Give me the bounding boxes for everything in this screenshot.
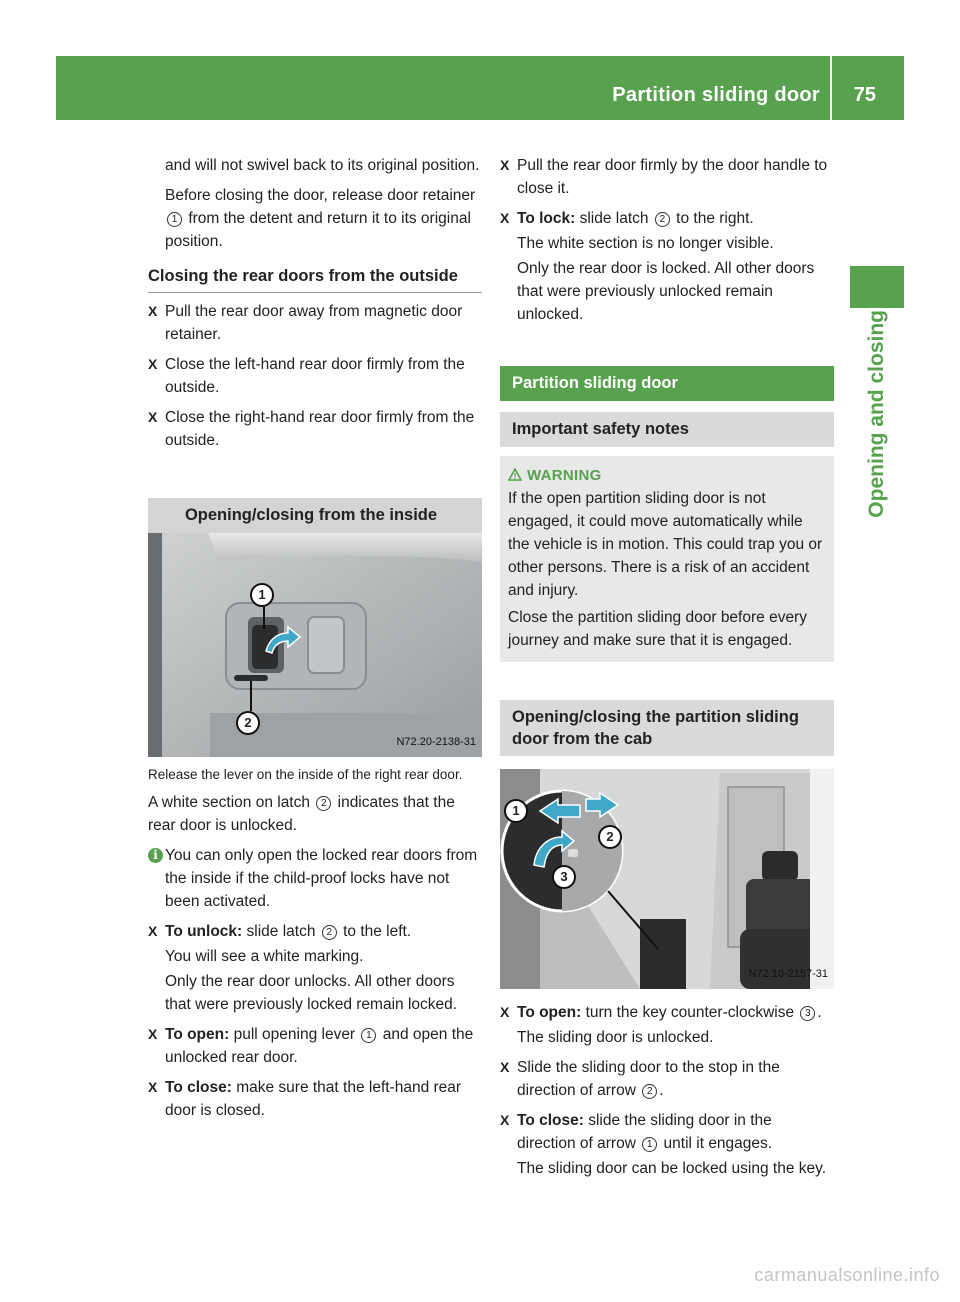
step-marker: X xyxy=(500,157,510,173)
warning-triangle-icon xyxy=(508,468,522,481)
step-text: Pull the rear door firmly by the door handle to close it. xyxy=(517,157,828,197)
callout-ref: 2 xyxy=(642,1084,657,1099)
step-label: To unlock: xyxy=(165,923,243,940)
cab-open-step xyxy=(500,1001,834,1024)
step-text: Close the left-hand rear door firmly from the outside. xyxy=(165,356,465,396)
figure-door-lever xyxy=(148,533,482,757)
cab-title: Opening/closing the partition sliding door from the cab xyxy=(500,700,834,756)
cab-close-sub: The sliding door can be locked using the key. xyxy=(517,1160,827,1177)
step-label: To open: xyxy=(165,1026,230,1043)
step-text: make sure that the left-hand rear door is closed. xyxy=(165,1079,462,1119)
step-text: Close the right-hand rear door firmly from the outside. xyxy=(165,409,475,449)
figure-code: N72.10-2157-31 xyxy=(748,968,828,980)
step-text: Slide the sliding door to the stop in the direction of arrow xyxy=(517,1059,780,1099)
page-number: 75 xyxy=(853,84,876,106)
info-icon: i xyxy=(148,848,163,863)
step-label: To close: xyxy=(165,1079,232,1096)
step-text: turn the key counter-clockwise xyxy=(585,1004,795,1021)
step-marker: X xyxy=(148,1026,158,1042)
step-marker: X xyxy=(148,303,158,319)
latch-text-a: A white section on latch xyxy=(148,794,310,811)
latch-text xyxy=(148,791,482,837)
step-label: To close: xyxy=(517,1112,584,1129)
warning-label: WARNING xyxy=(527,467,602,484)
figure-cab-door xyxy=(500,769,834,989)
outside-step-2 xyxy=(148,353,482,399)
warning-box xyxy=(500,456,834,662)
unlock-step xyxy=(148,920,482,943)
unlock-sub-2: Only the rear door unlocks. All other doors that were previously locked remain locked. xyxy=(165,973,458,1013)
cab-slide-step xyxy=(500,1056,834,1102)
figure-code: N72.20-2138-31 xyxy=(396,736,476,748)
intro-2-a: Before closing the door, release door retainer xyxy=(165,187,476,204)
chapter-label-text: Opening and closing xyxy=(865,310,888,518)
step-text-end: until it engages. xyxy=(663,1135,773,1152)
right-column xyxy=(500,154,834,1180)
cab-open-sub: The sliding door is unlocked. xyxy=(517,1029,714,1046)
lock-step xyxy=(500,207,834,230)
step-marker: X xyxy=(148,356,158,372)
step-text-end: and open the unlocked rear door. xyxy=(165,1026,474,1066)
info-text: You can only open the locked rear doors from the inside if the child-proof locks have not been activated. xyxy=(165,847,478,910)
lock-sub-1: The white section is no longer visible. xyxy=(517,235,774,252)
chapter-tab xyxy=(850,266,904,308)
intro-text-2 xyxy=(148,184,482,253)
lock-sub-2: Only the rear door is locked. All other doors that were previously unlocked remain unlocked. xyxy=(517,260,815,323)
close-step xyxy=(148,1076,482,1122)
callout-ref: 2 xyxy=(316,796,331,811)
callout-3: 3 xyxy=(552,865,576,889)
section-title: Partition sliding door xyxy=(500,366,834,401)
watermark: carmanualsonline.info xyxy=(754,1265,940,1285)
step-text-end: . xyxy=(817,1004,822,1021)
step-text: pull opening lever xyxy=(233,1026,356,1043)
step-label: To open: xyxy=(517,1004,582,1021)
callout-ref: 1 xyxy=(167,212,182,227)
step-text: slide latch xyxy=(246,923,316,940)
callout-1: 1 xyxy=(504,799,528,823)
outside-step-3 xyxy=(148,406,482,452)
step-marker: X xyxy=(148,409,158,425)
step-marker: X xyxy=(500,1004,510,1020)
warning-text-2: Close the partition sliding door before every journey and make sure that it is engaged. xyxy=(508,609,807,649)
intro-text-1: and will not swivel back to its original position. xyxy=(165,157,480,174)
info-note xyxy=(148,844,482,913)
step-text-end: to the left. xyxy=(343,923,412,940)
left-column xyxy=(148,154,482,1122)
warning-text: If the open partition sliding door is not engaged, it could move automatically while the vehicle is in motion. This could trap you or other persons. There is a risk of an accident and injury. xyxy=(508,490,823,599)
callout-ref: 2 xyxy=(322,925,337,940)
cab-close-step xyxy=(500,1109,834,1155)
pull-step xyxy=(500,154,834,200)
heading-inside: Opening/closing from the inside xyxy=(148,498,482,533)
chapter-label xyxy=(850,310,904,670)
header-title: Partition sliding door xyxy=(612,84,820,106)
callout-ref: 1 xyxy=(361,1028,376,1043)
callout-ref: 2 xyxy=(655,212,670,227)
page-header xyxy=(56,56,904,120)
unlock-sub-1: You will see a white marking. xyxy=(165,948,364,965)
step-text-end: . xyxy=(659,1082,664,1099)
callout-2: 2 xyxy=(598,825,622,849)
door-lever-illustration xyxy=(148,533,482,757)
step-marker: X xyxy=(500,1059,510,1075)
step-marker: X xyxy=(148,1079,158,1095)
callout-ref: 1 xyxy=(642,1137,657,1152)
safety-title: Important safety notes xyxy=(500,412,834,447)
outside-step-1 xyxy=(148,300,482,346)
heading-outside: Closing the rear doors from the outside xyxy=(148,265,482,293)
intro-2-b: from the detent and return it to its original position. xyxy=(165,210,471,250)
latch-text-b: indicates that the rear door is unlocked. xyxy=(148,794,455,834)
header-divider xyxy=(830,56,832,120)
open-step xyxy=(148,1023,482,1069)
callout-2: 2 xyxy=(236,711,260,735)
step-label: To lock: xyxy=(517,210,576,227)
cab-door-illustration xyxy=(500,769,834,989)
step-marker: X xyxy=(148,923,158,939)
step-marker: X xyxy=(500,1112,510,1128)
step-marker: X xyxy=(500,210,510,226)
step-text-end: to the right. xyxy=(676,210,754,227)
step-text: slide latch xyxy=(579,210,649,227)
callout-ref: 3 xyxy=(800,1006,815,1021)
warning-header xyxy=(508,464,826,487)
step-text: slide the sliding door in the direction of arrow xyxy=(517,1112,772,1152)
figure-caption: Release the lever on the inside of the right rear door. xyxy=(148,767,463,782)
callout-1: 1 xyxy=(250,583,274,607)
step-text: Pull the rear door away from magnetic door retainer. xyxy=(165,303,463,343)
